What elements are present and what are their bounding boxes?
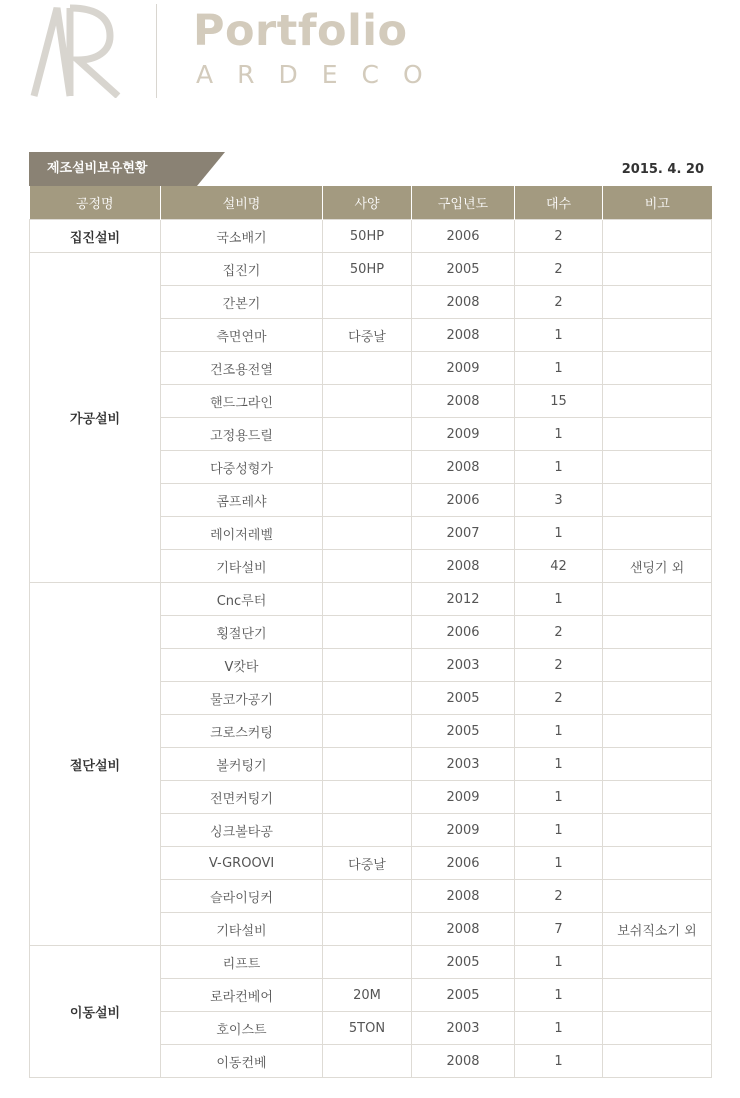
purchase-year-cell: 2006 [412, 484, 515, 517]
count-cell: 1 [515, 517, 603, 550]
equipment-name-cell: 건조용전열 [161, 352, 323, 385]
count-cell: 2 [515, 616, 603, 649]
spec-cell [323, 286, 412, 319]
process-category: 절단설비 [30, 583, 161, 946]
note-cell [603, 1045, 712, 1078]
equipment-name-cell: Cnc루터 [161, 583, 323, 616]
spec-cell: 20M [323, 979, 412, 1012]
equipment-name-cell: 국소배기 [161, 220, 323, 253]
note-cell [603, 1012, 712, 1045]
note-cell [603, 253, 712, 286]
note-cell [603, 451, 712, 484]
table-body [30, 220, 712, 1078]
equipment-name-cell: 로라컨베어 [161, 979, 323, 1012]
col-header-equipment: 설비명 [161, 186, 323, 220]
purchase-year-cell: 2009 [412, 352, 515, 385]
col-header-process: 공정명 [30, 186, 161, 220]
note-cell [603, 682, 712, 715]
spec-cell [323, 484, 412, 517]
note-cell [603, 385, 712, 418]
header-divider [156, 4, 157, 98]
count-cell: 1 [515, 418, 603, 451]
count-cell: 1 [515, 319, 603, 352]
spec-cell [323, 583, 412, 616]
count-cell: 2 [515, 220, 603, 253]
equipment-name-cell: 물코가공기 [161, 682, 323, 715]
note-cell [603, 748, 712, 781]
section-tab-slant [197, 152, 225, 186]
equipment-name-cell: 핸드그라인 [161, 385, 323, 418]
equipment-name-cell: 이동컨베 [161, 1045, 323, 1078]
count-cell: 2 [515, 880, 603, 913]
section-title: 제조설비보유현황 [29, 152, 197, 186]
purchase-year-cell: 2006 [412, 616, 515, 649]
note-cell [603, 946, 712, 979]
count-cell: 1 [515, 583, 603, 616]
purchase-year-cell: 2008 [412, 880, 515, 913]
note-cell [603, 715, 712, 748]
purchase-year-cell: 2009 [412, 814, 515, 847]
purchase-year-cell: 2006 [412, 847, 515, 880]
note-cell [603, 979, 712, 1012]
note-cell [603, 352, 712, 385]
equipment-name-cell: 슬라이딩커 [161, 880, 323, 913]
count-cell: 1 [515, 748, 603, 781]
equipment-name-cell: 고정용드릴 [161, 418, 323, 451]
purchase-year-cell: 2009 [412, 418, 515, 451]
equipment-name-cell: 리프트 [161, 946, 323, 979]
spec-cell [323, 517, 412, 550]
purchase-year-cell: 2005 [412, 253, 515, 286]
count-cell: 2 [515, 682, 603, 715]
purchase-year-cell: 2008 [412, 286, 515, 319]
spec-cell [323, 814, 412, 847]
equipment-name-cell: 간본기 [161, 286, 323, 319]
spec-cell [323, 880, 412, 913]
spec-cell [323, 616, 412, 649]
spec-cell: 5TON [323, 1012, 412, 1045]
spec-cell [323, 781, 412, 814]
equipment-name-cell: V캇타 [161, 649, 323, 682]
count-cell: 1 [515, 814, 603, 847]
purchase-year-cell: 2012 [412, 583, 515, 616]
purchase-year-cell: 2006 [412, 220, 515, 253]
purchase-year-cell: 2005 [412, 715, 515, 748]
table-header-row [30, 186, 712, 220]
equipment-name-cell: 싱크볼타공 [161, 814, 323, 847]
spec-cell [323, 550, 412, 583]
note-cell [603, 814, 712, 847]
purchase-year-cell: 2008 [412, 319, 515, 352]
note-cell [603, 220, 712, 253]
spec-cell [323, 682, 412, 715]
count-cell: 3 [515, 484, 603, 517]
spec-cell [323, 418, 412, 451]
spec-cell [323, 715, 412, 748]
spec-cell [323, 946, 412, 979]
ar-logo-icon [30, 4, 126, 98]
count-cell: 7 [515, 913, 603, 946]
spec-cell [323, 1045, 412, 1078]
spec-cell [323, 748, 412, 781]
equipment-table [29, 186, 712, 1078]
equipment-name-cell: 콤프레샤 [161, 484, 323, 517]
count-cell: 1 [515, 1045, 603, 1078]
purchase-year-cell: 2008 [412, 550, 515, 583]
purchase-year-cell: 2008 [412, 451, 515, 484]
note-cell [603, 286, 712, 319]
count-cell: 2 [515, 253, 603, 286]
spec-cell [323, 913, 412, 946]
spec-cell: 다중날 [323, 319, 412, 352]
spec-cell: 50HP [323, 253, 412, 286]
note-cell: 보쉬직소기 외 [603, 913, 712, 946]
count-cell: 1 [515, 781, 603, 814]
spec-cell: 다중날 [323, 847, 412, 880]
count-cell: 1 [515, 352, 603, 385]
spec-cell [323, 352, 412, 385]
note-cell: 샌딩기 외 [603, 550, 712, 583]
purchase-year-cell: 2008 [412, 913, 515, 946]
equipment-name-cell: 기타설비 [161, 913, 323, 946]
purchase-year-cell: 2003 [412, 1012, 515, 1045]
equipment-name-cell: V-GROOVI [161, 847, 323, 880]
table-row [30, 946, 712, 979]
equipment-name-cell: 집진기 [161, 253, 323, 286]
count-cell: 15 [515, 385, 603, 418]
note-cell [603, 880, 712, 913]
note-cell [603, 847, 712, 880]
brand-subtitle: ARDECO [196, 60, 447, 89]
spec-cell [323, 649, 412, 682]
count-cell: 1 [515, 1012, 603, 1045]
note-cell [603, 649, 712, 682]
purchase-year-cell: 2005 [412, 979, 515, 1012]
section-title-row [29, 152, 711, 186]
count-cell: 1 [515, 979, 603, 1012]
process-category: 집진설비 [30, 220, 161, 253]
equipment-name-cell: 호이스트 [161, 1012, 323, 1045]
equipment-name-cell: 볼커팅기 [161, 748, 323, 781]
brand-title: Portfolio [193, 6, 408, 56]
spec-cell [323, 451, 412, 484]
col-header-spec: 사양 [323, 186, 412, 220]
count-cell: 1 [515, 715, 603, 748]
col-header-count: 대수 [515, 186, 603, 220]
count-cell: 2 [515, 649, 603, 682]
purchase-year-cell: 2007 [412, 517, 515, 550]
page-header [0, 0, 740, 140]
purchase-year-cell: 2008 [412, 1045, 515, 1078]
note-cell [603, 418, 712, 451]
count-cell: 1 [515, 451, 603, 484]
note-cell [603, 583, 712, 616]
count-cell: 2 [515, 286, 603, 319]
count-cell: 1 [515, 847, 603, 880]
table-row [30, 583, 712, 616]
note-cell [603, 616, 712, 649]
spec-cell [323, 385, 412, 418]
equipment-name-cell: 측면연마 [161, 319, 323, 352]
process-category: 이동설비 [30, 946, 161, 1078]
count-cell: 42 [515, 550, 603, 583]
purchase-year-cell: 2003 [412, 748, 515, 781]
purchase-year-cell: 2005 [412, 946, 515, 979]
purchase-year-cell: 2005 [412, 682, 515, 715]
purchase-year-cell: 2008 [412, 385, 515, 418]
equipment-name-cell: 크로스커팅 [161, 715, 323, 748]
equipment-name-cell: 다중성형가 [161, 451, 323, 484]
table-row [30, 253, 712, 286]
note-cell [603, 484, 712, 517]
note-cell [603, 517, 712, 550]
equipment-name-cell: 기타설비 [161, 550, 323, 583]
purchase-year-cell: 2009 [412, 781, 515, 814]
table-row [30, 220, 712, 253]
equipment-name-cell: 전면커팅기 [161, 781, 323, 814]
note-cell [603, 781, 712, 814]
equipment-name-cell: 횡절단기 [161, 616, 323, 649]
count-cell: 1 [515, 946, 603, 979]
note-cell [603, 319, 712, 352]
report-date: 2015. 4. 20 [621, 162, 704, 177]
spec-cell: 50HP [323, 220, 412, 253]
process-category: 가공설비 [30, 253, 161, 583]
equipment-name-cell: 레이저레벨 [161, 517, 323, 550]
col-header-note: 비고 [603, 186, 712, 220]
col-header-year: 구입년도 [412, 186, 515, 220]
purchase-year-cell: 2003 [412, 649, 515, 682]
